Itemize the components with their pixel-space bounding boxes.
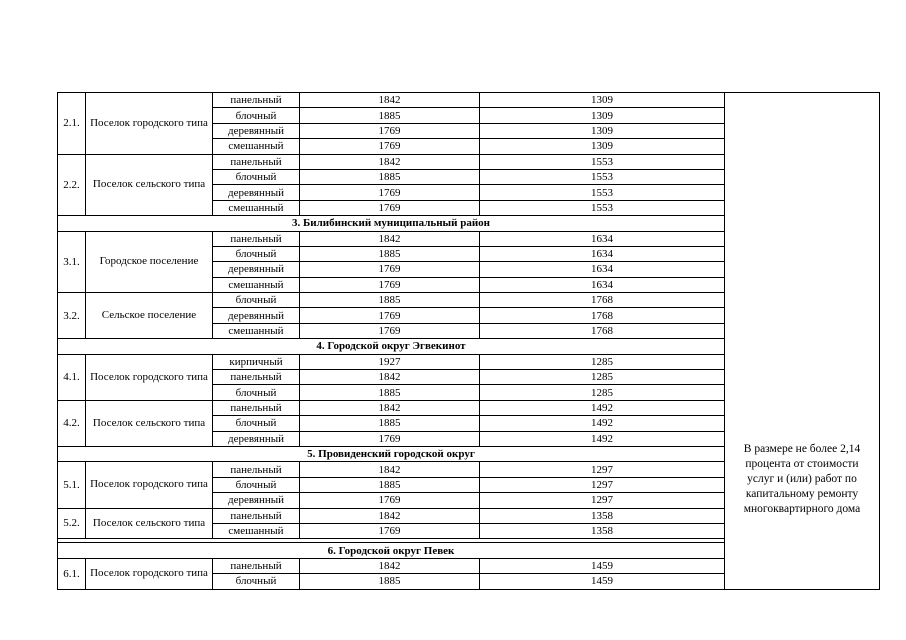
value-cell: 1309 bbox=[480, 123, 725, 138]
value-cell: 1769 bbox=[300, 308, 480, 323]
value-cell: 1768 bbox=[480, 323, 725, 338]
row-number: 5.1. bbox=[58, 462, 86, 508]
value-cell: 1297 bbox=[480, 493, 725, 508]
wall-material: блочный bbox=[213, 293, 300, 308]
value-cell: 1885 bbox=[300, 169, 480, 184]
section-title: 3. Билибинский муниципальный район bbox=[58, 216, 725, 231]
wall-material: деревянный bbox=[213, 493, 300, 508]
value-cell: 1297 bbox=[480, 477, 725, 492]
row-number: 6.1. bbox=[58, 558, 86, 589]
value-cell: 1842 bbox=[300, 154, 480, 169]
row-number: 3.2. bbox=[58, 293, 86, 339]
wall-material: блочный bbox=[213, 385, 300, 400]
value-cell: 1769 bbox=[300, 123, 480, 138]
value-cell: 1459 bbox=[480, 574, 725, 589]
wall-material: панельный bbox=[213, 558, 300, 573]
settlement-type: Поселок сельского типа bbox=[86, 154, 213, 216]
value-cell: 1297 bbox=[480, 462, 725, 477]
settlement-type: Городское поселение bbox=[86, 231, 213, 293]
value-cell: 1885 bbox=[300, 385, 480, 400]
value-cell: 1885 bbox=[300, 477, 480, 492]
value-cell: 1285 bbox=[480, 354, 725, 369]
wall-material: блочный bbox=[213, 477, 300, 492]
value-cell: 1842 bbox=[300, 462, 480, 477]
wall-material: смешанный bbox=[213, 523, 300, 538]
value-cell: 1769 bbox=[300, 523, 480, 538]
value-cell: 1358 bbox=[480, 508, 725, 523]
value-cell: 1634 bbox=[480, 231, 725, 246]
row-number: 4.1. bbox=[58, 354, 86, 400]
row-number: 3.1. bbox=[58, 231, 86, 293]
wall-material: панельный bbox=[213, 93, 300, 108]
settlement-type: Поселок сельского типа bbox=[86, 400, 213, 446]
value-cell: 1769 bbox=[300, 493, 480, 508]
value-cell: 1768 bbox=[480, 308, 725, 323]
value-cell: 1769 bbox=[300, 139, 480, 154]
wall-material: блочный bbox=[213, 574, 300, 589]
wall-material: смешанный bbox=[213, 277, 300, 292]
wall-material: деревянный bbox=[213, 123, 300, 138]
value-cell: 1842 bbox=[300, 508, 480, 523]
value-cell: 1769 bbox=[300, 277, 480, 292]
settlement-type: Поселок сельского типа bbox=[86, 508, 213, 539]
value-cell: 1768 bbox=[480, 293, 725, 308]
value-cell: 1553 bbox=[480, 154, 725, 169]
settlement-type: Поселок городского типа bbox=[86, 462, 213, 508]
value-cell: 1842 bbox=[300, 93, 480, 108]
note-cell: В размере не более 2,14 процента от стоимости услуг и (или) работ по капитальному ремонту многоквартирного дома bbox=[725, 93, 880, 590]
value-cell: 1492 bbox=[480, 400, 725, 415]
wall-material: деревянный bbox=[213, 308, 300, 323]
wall-material: деревянный bbox=[213, 262, 300, 277]
value-cell: 1769 bbox=[300, 200, 480, 215]
wall-material: блочный bbox=[213, 108, 300, 123]
settlement-type: Поселок городского типа bbox=[86, 558, 213, 589]
wall-material: панельный bbox=[213, 154, 300, 169]
wall-material: смешанный bbox=[213, 323, 300, 338]
value-cell: 1885 bbox=[300, 293, 480, 308]
value-cell: 1492 bbox=[480, 416, 725, 431]
value-cell: 1842 bbox=[300, 400, 480, 415]
section-title: 5. Провиденский городской округ bbox=[58, 446, 725, 461]
value-cell: 1634 bbox=[480, 246, 725, 261]
section-title: 6. Городской округ Певек bbox=[58, 543, 725, 558]
wall-material: блочный bbox=[213, 416, 300, 431]
value-cell: 1769 bbox=[300, 323, 480, 338]
wall-material: панельный bbox=[213, 462, 300, 477]
value-cell: 1634 bbox=[480, 277, 725, 292]
row-number: 5.2. bbox=[58, 508, 86, 539]
value-cell: 1769 bbox=[300, 262, 480, 277]
wall-material: смешанный bbox=[213, 139, 300, 154]
value-cell: 1769 bbox=[300, 185, 480, 200]
value-cell: 1285 bbox=[480, 370, 725, 385]
wall-material: деревянный bbox=[213, 185, 300, 200]
value-cell: 1285 bbox=[480, 385, 725, 400]
value-cell: 1553 bbox=[480, 169, 725, 184]
value-cell: 1885 bbox=[300, 416, 480, 431]
value-cell: 1553 bbox=[480, 200, 725, 215]
wall-material: кирпичный bbox=[213, 354, 300, 369]
value-cell: 1358 bbox=[480, 523, 725, 538]
table-row bbox=[58, 93, 880, 108]
value-cell: 1885 bbox=[300, 108, 480, 123]
value-cell: 1927 bbox=[300, 354, 480, 369]
section-title: 4. Городской округ Эгвекинот bbox=[58, 339, 725, 354]
value-cell: 1309 bbox=[480, 139, 725, 154]
settlement-type: Сельское поселение bbox=[86, 293, 213, 339]
value-cell: 1309 bbox=[480, 108, 725, 123]
value-cell: 1634 bbox=[480, 262, 725, 277]
cost-table bbox=[57, 92, 880, 590]
value-cell: 1842 bbox=[300, 558, 480, 573]
wall-material: деревянный bbox=[213, 431, 300, 446]
value-cell: 1492 bbox=[480, 431, 725, 446]
row-number: 2.1. bbox=[58, 93, 86, 155]
wall-material: блочный bbox=[213, 169, 300, 184]
wall-material: панельный bbox=[213, 231, 300, 246]
value-cell: 1459 bbox=[480, 558, 725, 573]
wall-material: панельный bbox=[213, 508, 300, 523]
wall-material: панельный bbox=[213, 400, 300, 415]
value-cell: 1553 bbox=[480, 185, 725, 200]
value-cell: 1885 bbox=[300, 246, 480, 261]
row-number: 4.2. bbox=[58, 400, 86, 446]
wall-material: смешанный bbox=[213, 200, 300, 215]
value-cell: 1769 bbox=[300, 431, 480, 446]
value-cell: 1842 bbox=[300, 370, 480, 385]
row-number: 2.2. bbox=[58, 154, 86, 216]
value-cell: 1842 bbox=[300, 231, 480, 246]
wall-material: панельный bbox=[213, 370, 300, 385]
settlement-type: Поселок городского типа bbox=[86, 354, 213, 400]
wall-material: блочный bbox=[213, 246, 300, 261]
value-cell: 1885 bbox=[300, 574, 480, 589]
value-cell: 1309 bbox=[480, 93, 725, 108]
settlement-type: Поселок городского типа bbox=[86, 93, 213, 155]
